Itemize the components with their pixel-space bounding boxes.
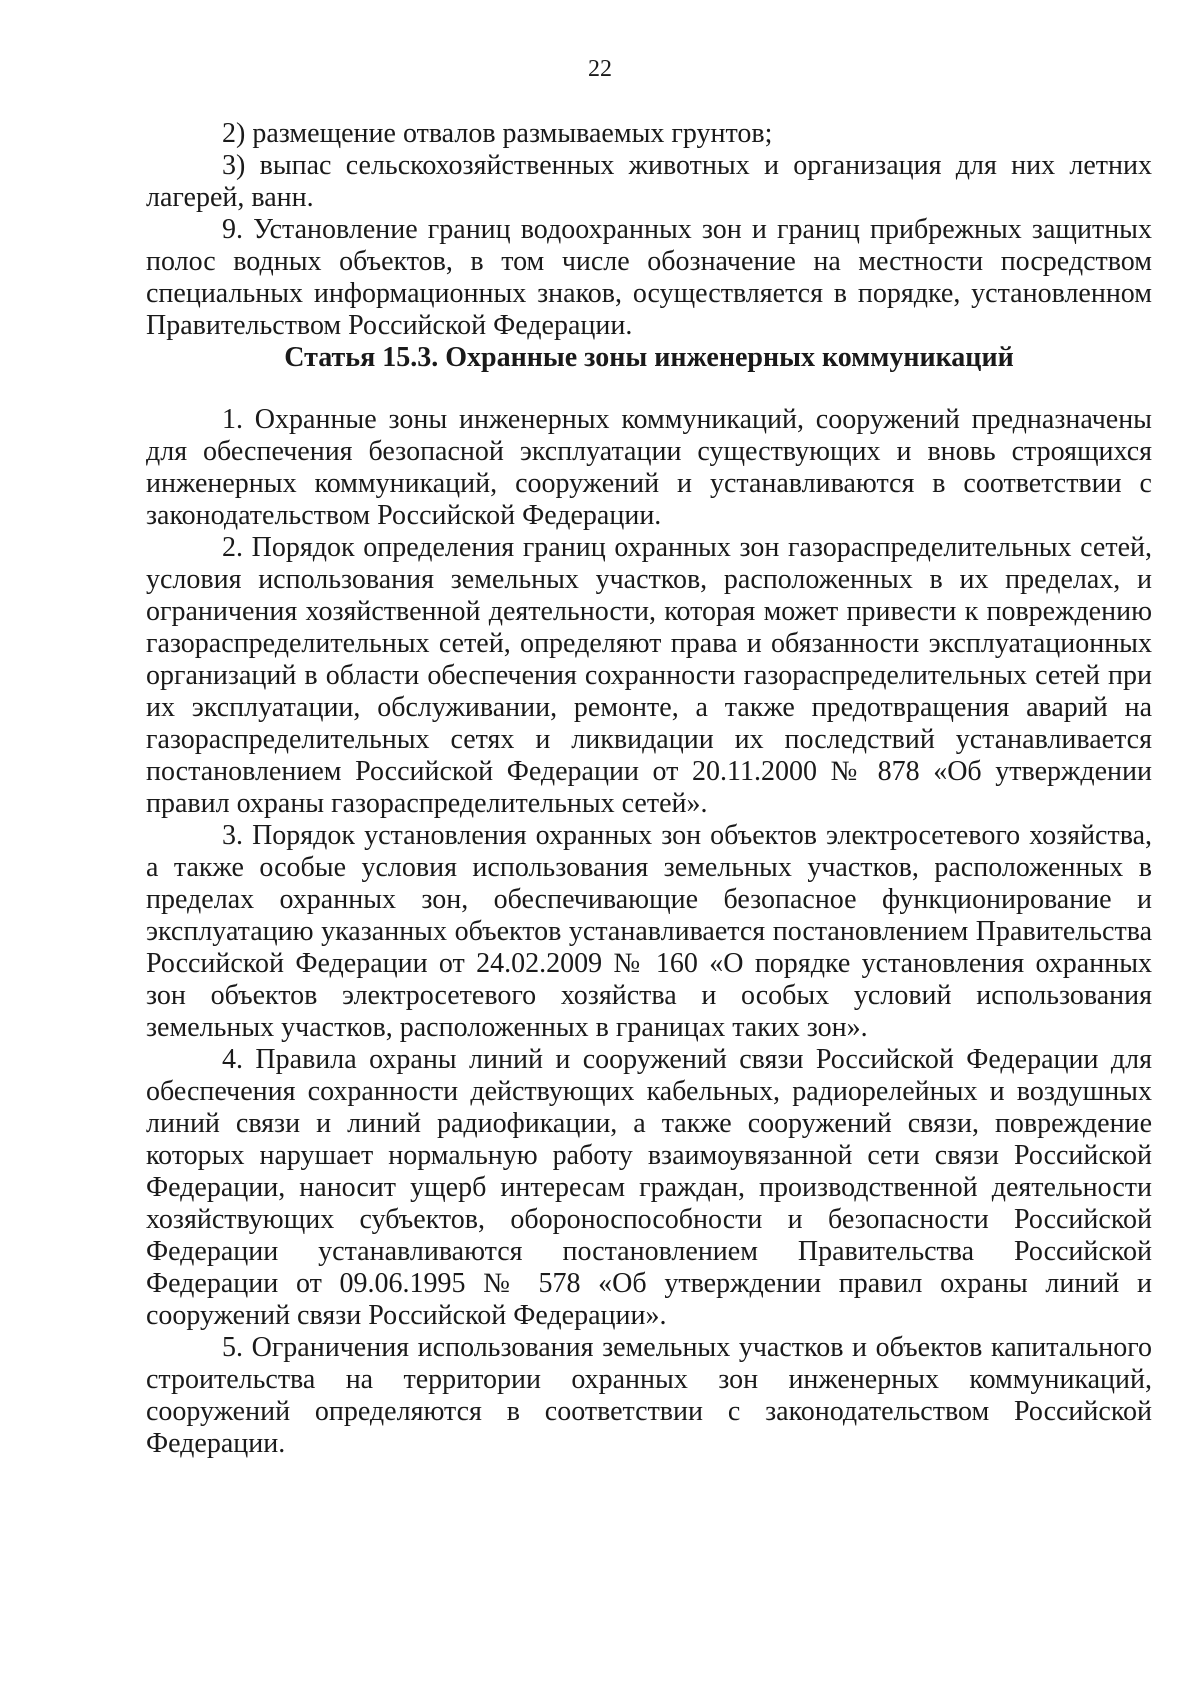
article-heading: Статья 15.3. Охранные зоны инженерных коммуникаций — [284, 342, 1014, 373]
page-number: 22 — [588, 56, 612, 82]
list-item-soil-dumps: 2) размещение отвалов размываемых грунтов; — [222, 118, 773, 149]
paragraph-land-use-restrictions: 5. Ограничения использования земельных участков и объектов капитального строительства на территории охранных зон инженерных коммуникаций, сооружений определяются в соответствии с законодательством Российской Федерации. — [146, 1332, 1152, 1459]
paragraph-water-zone-boundaries: 9. Установление границ водоохранных зон и границ прибрежных защитных полос водных объектов, в том числе обозначение на местности посредством специальных информационных знаков, осуществляется в порядке, установленном Правительством Российской Федерации. — [146, 214, 1152, 341]
paragraph-communication-lines: 4. Правила охраны линий и сооружений связи Российской Федерации для обеспечения сохранности действующих кабельных, радиорелейных и воздушных линий связи и линий радиофикации, а также сооружений связи, повреждение которых нарушает нормальную работу взаимоувязанной сети связи Российской Федерации, наносит ущерб интересам граждан, производственной деятельности хозяйствующих субъектов, обороноспособности и безопасности Российской Федерации устанавливаются постановлением Правительства Российской Федерации от 09.06.1995 № 578 «Об утверждении правил охраны линий и сооружений связи Российской Федерации». — [146, 1044, 1152, 1331]
paragraph-power-grid-zones: 3. Порядок установления охранных зон объектов электросетевого хозяйства, а также особые условия использования земельных участков, расположенных в пределах охранных зон, обеспечивающие безопасное функционирование и эксплуатацию указанных объектов устанавливается постановлением Правительства Российской Федерации от 24.02.2009 № 160 «О порядке установления охранных зон объектов электросетевого хозяйства и особых условий использования земельных участков, расположенных в границах таких зон». — [146, 820, 1152, 1043]
document-body — [146, 118, 1152, 1460]
list-item-livestock-grazing: 3) выпас сельскохозяйственных животных и организация для них летних лагерей, ванн. — [146, 150, 1152, 213]
paragraph-gas-network-zones: 2. Порядок определения границ охранных зон газораспределительных сетей, условия использования земельных участков, расположенных в их пределах, и ограничения хозяйственной деятельности, которая может привести к повреждению газораспределительных сетей, определяют права и обязанности эксплуатационных организаций в области обеспечения сохранности газораспределительных сетей при их эксплуатации, обслуживании, ремонте, а также предотвращения аварий на газораспределительных сетях и ликвидации их последствий устанавливается постановлением Российской Федерации от 20.11.2000 № 878 «Об утверждении правил охраны газораспределительных сетей». — [146, 532, 1152, 819]
paragraph-protection-zones-purpose: 1. Охранные зоны инженерных коммуникаций, сооружений предназначены для обеспечения безопасной эксплуатации существующих и вновь строящихся инженерных коммуникаций, сооружений и устанавливаются в соответствии с законодательством Российской Федерации. — [146, 404, 1152, 531]
